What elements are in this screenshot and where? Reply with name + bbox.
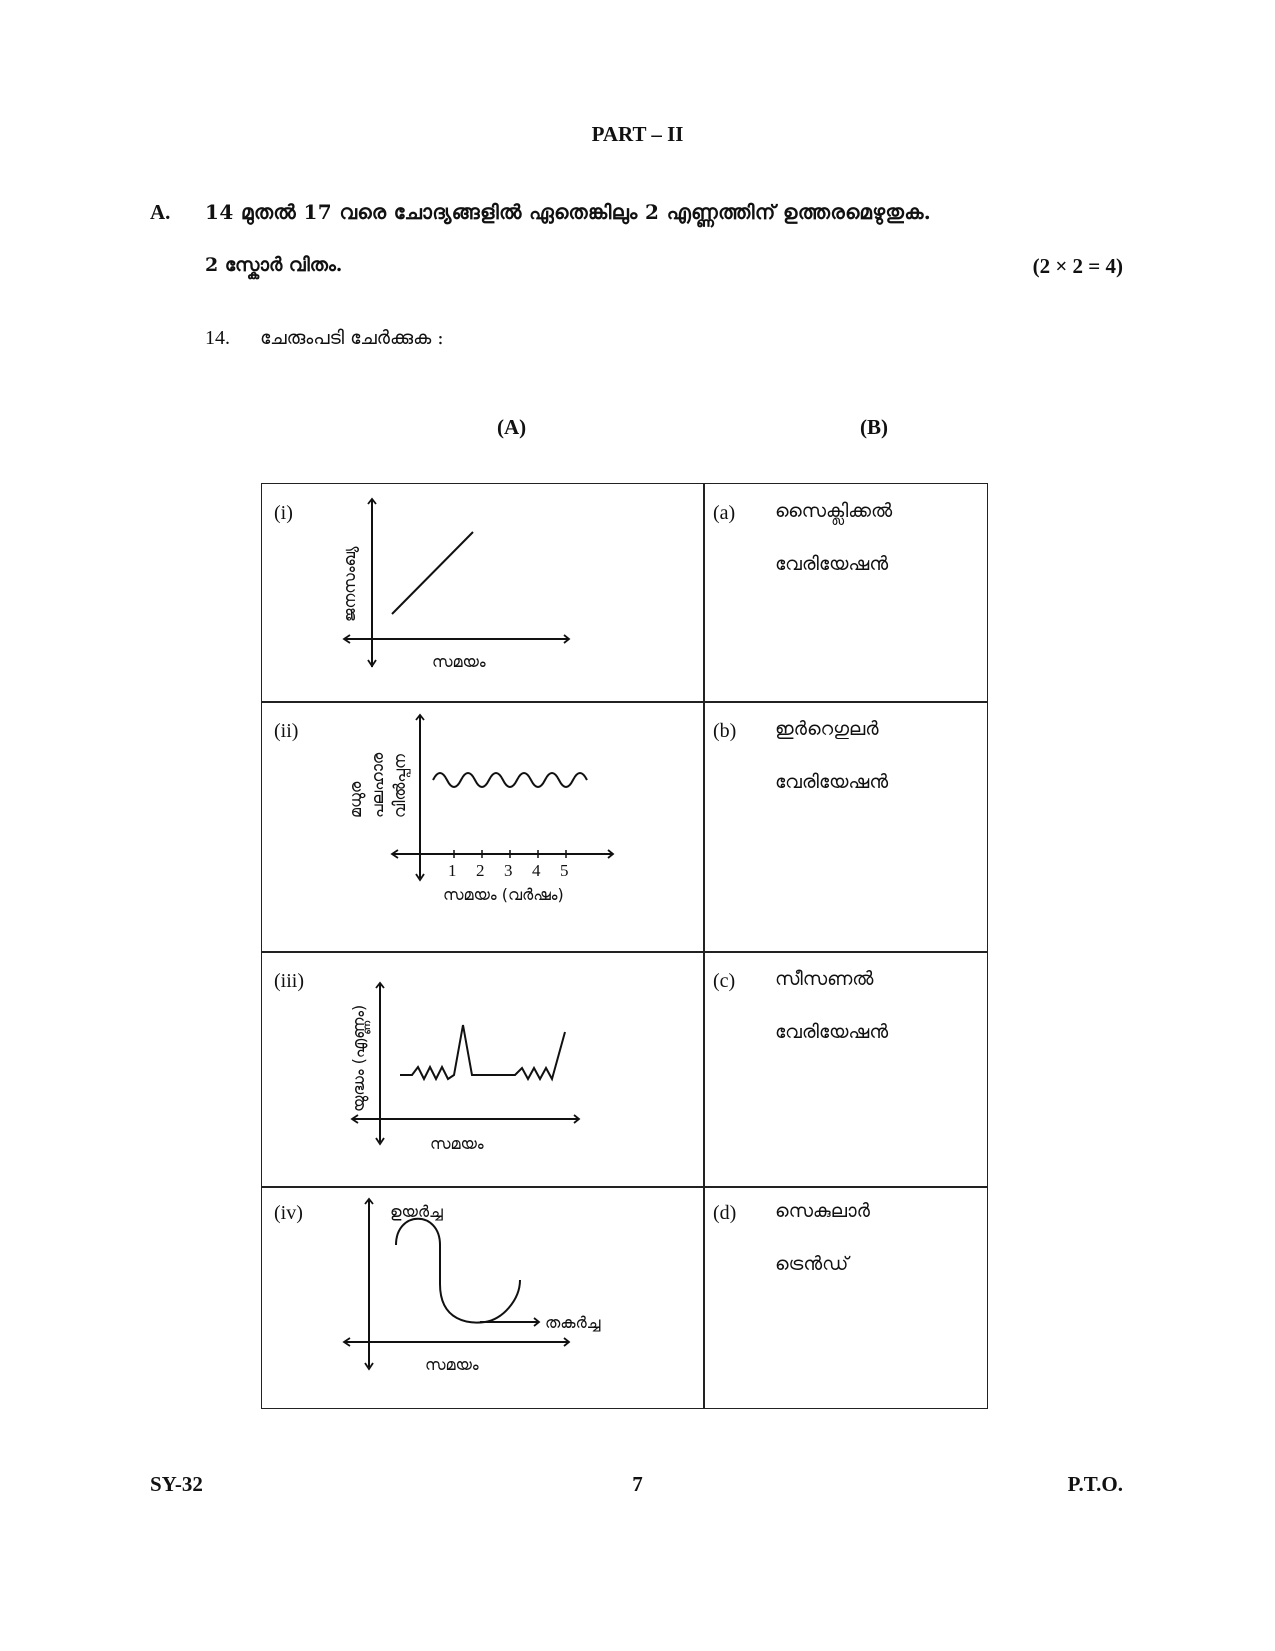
please-turn-over: P.T.O. — [1067, 1472, 1123, 1496]
irregular-line — [400, 1025, 565, 1079]
table-row-divider — [261, 1186, 988, 1188]
y-axis-label-line2: പലഹാര — [368, 752, 387, 818]
column-b-heading: (B) — [860, 415, 888, 439]
cycle-curve — [396, 1219, 520, 1323]
x-axis-label: സമയം — [430, 1134, 484, 1153]
graph-wars-irregular — [330, 962, 590, 1162]
marks-allocation: (2 × 2 = 4) — [1032, 254, 1123, 278]
row-label: (i) — [274, 502, 293, 524]
x-tick-label: 4 — [532, 861, 541, 880]
page-number: 7 — [632, 1472, 643, 1496]
graph-sweet-sales-seasonal — [330, 708, 630, 918]
peak-label: ഉയർച്ച — [390, 1202, 443, 1221]
option-text: വേരിയേഷൻ — [775, 1021, 889, 1043]
table-column-divider — [703, 483, 705, 1409]
x-tick-label: 1 — [448, 861, 457, 880]
x-axis-label: സമയം (വർഷം) — [443, 885, 564, 904]
graph-population-trend — [330, 492, 580, 677]
table-row-divider — [261, 951, 988, 953]
option-text: സെകുലാർ — [775, 1200, 870, 1222]
table-row-divider — [261, 701, 988, 703]
y-axis-label: ജനസംഖ്യ — [340, 546, 359, 622]
x-tick-label: 5 — [560, 861, 569, 880]
option-text: സീസണൽ — [775, 968, 874, 990]
seasonal-wave — [433, 773, 587, 787]
graph-business-cycle — [330, 1192, 630, 1382]
column-a-heading: (A) — [497, 415, 527, 439]
option-text: വേരിയേഷൻ — [775, 771, 889, 793]
row-label: (iii) — [274, 970, 304, 992]
trough-label: തകർച്ച — [545, 1313, 601, 1332]
option-label: (b) — [713, 720, 737, 742]
option-label: (a) — [713, 502, 736, 524]
question-number: 14. — [205, 327, 230, 349]
question-text: ചേരുംപടി ചേർക്കുക : — [260, 327, 444, 349]
x-axis-label: സമയം — [432, 652, 486, 671]
row-label: (iv) — [274, 1202, 303, 1224]
part-title: PART – II — [591, 122, 684, 146]
y-axis-label-line1: മധുര — [346, 781, 365, 818]
section-instruction: 14 മുതൽ 17 വരെ ചോദ്യങ്ങളിൽ ഏതെങ്കിലും 2 എണ്ണത്തിന് ഉത്തരമെഴുതുക. — [205, 200, 932, 224]
x-axis-label: സമയം — [425, 1355, 479, 1374]
option-label: (c) — [713, 970, 736, 992]
row-label: (ii) — [274, 720, 299, 742]
trend-line — [392, 532, 473, 614]
score-line: 2 സ്കോർ വിതം. — [205, 254, 343, 276]
x-tick-label: 2 — [476, 861, 485, 880]
x-tick-label: 3 — [504, 861, 513, 880]
option-text: ഇർറെഗുലർ — [775, 718, 879, 740]
section-label: A. — [150, 200, 171, 224]
option-text: വേരിയേഷൻ — [775, 553, 889, 575]
y-axis-label: യുദ്ധം (എണ്ണം) — [349, 1004, 368, 1112]
paper-code: SY-32 — [150, 1472, 203, 1496]
option-label: (d) — [713, 1202, 737, 1224]
option-text: സൈക്ലിക്കൽ — [775, 500, 893, 522]
y-axis-label-line3: വിൽപ്പന — [390, 754, 409, 818]
option-text: ട്രെൻഡ് — [775, 1253, 849, 1275]
